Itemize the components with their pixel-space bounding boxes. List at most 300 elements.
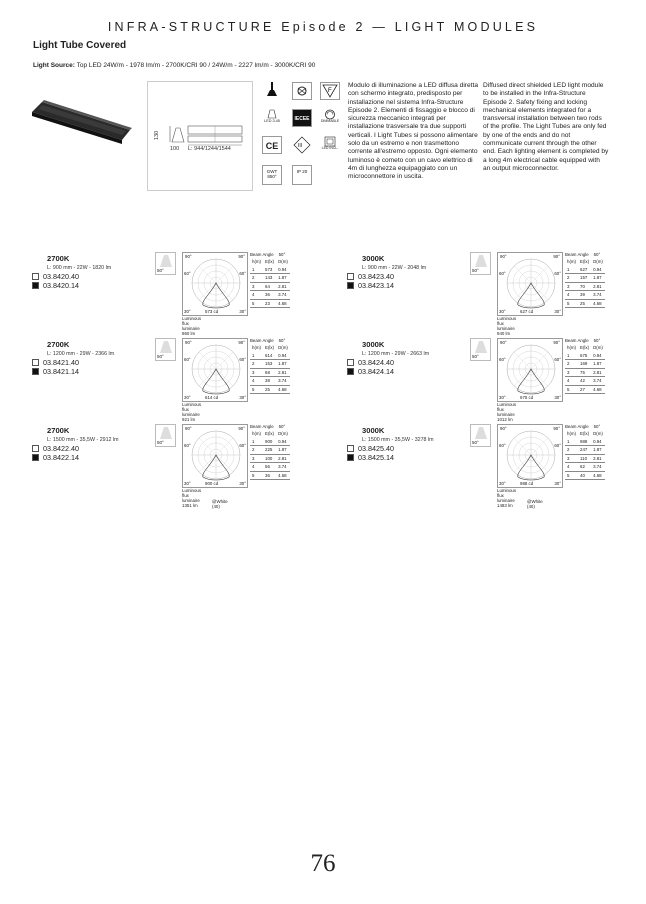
row-d: 3.74 — [591, 291, 605, 300]
luminous-flux-value: 1483 lm — [497, 503, 513, 508]
row-e: 988 — [578, 438, 591, 446]
row-e: 36 — [263, 291, 276, 300]
description-english: Diffused direct shielded LED light module to be installed in the Infra-Structure Episode 2. Safety fixing and locking mechanical elements integrated for a transversal installation between two rods of the profile. The Light Tubes are only fed by one of the ends and do not communicate current through the other end. Each lighting element is completed by a long 4m electrical cable equipped with an output microconnector. — [483, 82, 609, 172]
row-h: 2 — [250, 274, 263, 283]
polar-60-right: 60° — [554, 443, 561, 448]
class3-icon — [292, 136, 312, 154]
row-h: 2 — [565, 446, 578, 455]
white-note: @White (40) — [527, 499, 543, 509]
luminous-flux-label: Luminous flux luminaire — [182, 316, 202, 331]
photometric-row — [565, 299, 605, 308]
code-black: 03.8423.14 — [358, 281, 394, 290]
polar-30-right: 30° — [554, 309, 561, 314]
iecee-icon: IECEE — [292, 109, 312, 127]
luminous-flux-label: Luminous flux luminaire — [497, 488, 517, 503]
col-e: E(lx) — [580, 345, 590, 351]
row-e: 627 — [578, 266, 591, 274]
code-white: 03.8421.40 — [43, 358, 79, 367]
row-e: 62 — [578, 463, 591, 472]
row-e: 27 — [578, 385, 591, 394]
row-h: 1 — [250, 352, 263, 360]
polar-60-right: 60° — [239, 357, 246, 362]
row-h: 5 — [565, 385, 578, 394]
row-e: 25 — [578, 299, 591, 308]
beam-angle-caption: Beam Angle — [250, 338, 274, 343]
white-swatch — [32, 359, 39, 366]
row-e: 225 — [263, 446, 276, 455]
polar-60-left: 60° — [184, 357, 191, 362]
code-white: 03.8425.40 — [358, 444, 394, 453]
row-d: 3.74 — [276, 463, 290, 472]
f-mark-icon — [320, 82, 340, 100]
code-white: 03.8420.40 — [43, 272, 79, 281]
row-e: 42 — [578, 377, 591, 386]
col-e: E(lx) — [580, 259, 590, 265]
peak-candela: 988 cd — [520, 481, 534, 486]
row-d: 4.68 — [591, 299, 605, 308]
beam-angle-caption: Beam Angle — [565, 424, 589, 429]
row-h: 5 — [250, 385, 263, 394]
luminous-flux-label: Luminous flux luminaire — [497, 402, 517, 417]
row-d: 3.74 — [276, 291, 290, 300]
dimmable-icon — [320, 109, 340, 127]
row-e: 247 — [578, 446, 591, 455]
color-temperature: 3000K — [362, 254, 385, 263]
dim-lengths: L: 944/1244/1544 — [188, 146, 231, 152]
row-e: 157 — [578, 274, 591, 283]
photometric-row — [565, 463, 605, 472]
ce-icon: CE — [262, 136, 282, 154]
row-d: 4.68 — [276, 299, 290, 308]
row-e: 68 — [263, 368, 276, 377]
beam-angle-caption: Beam Angle — [565, 338, 589, 343]
polar-90-left: 90° — [185, 254, 192, 259]
code-black: 03.8424.14 — [358, 367, 394, 376]
black-swatch — [32, 368, 39, 375]
luminous-flux — [497, 316, 516, 336]
code-white: 03.8422.40 — [43, 444, 79, 453]
ip-rating-icon: IP 20 — [292, 165, 312, 185]
row-d: 1.87 — [276, 360, 290, 369]
row-h: 3 — [250, 454, 263, 463]
polar-chart — [183, 253, 249, 317]
table-header-row — [565, 430, 605, 438]
polar-diagram — [182, 338, 248, 402]
row-e: 36 — [263, 471, 276, 480]
luminous-flux — [497, 488, 516, 508]
product-image — [30, 100, 135, 145]
polar-chart — [498, 253, 564, 317]
polar-60-left: 60° — [184, 443, 191, 448]
peak-candela: 573 cd — [205, 309, 219, 314]
code-black: 03.8421.14 — [43, 367, 79, 376]
photometric-row — [250, 352, 290, 360]
row-h: 3 — [565, 368, 578, 377]
polar-chart — [498, 339, 564, 403]
luminous-flux-value: 940 lm — [497, 331, 511, 336]
variant-spec: L: 900 mm - 22W - 2048 lm — [362, 265, 427, 271]
beam-angle-label: 50° — [472, 440, 479, 445]
row-d: 2.81 — [276, 368, 290, 377]
peak-candela: 675 cd — [520, 395, 534, 400]
page-number: 76 — [310, 850, 336, 877]
photometric-table — [565, 424, 605, 480]
polar-60-right: 60° — [239, 443, 246, 448]
luminous-flux-label: Luminous flux luminaire — [182, 488, 202, 503]
luminous-flux-label: Luminous flux luminaire — [182, 402, 202, 417]
polar-90-left: 90° — [500, 340, 507, 345]
row-d: 3.74 — [591, 377, 605, 386]
polar-60-left: 60° — [184, 271, 191, 276]
photometric-row — [250, 471, 290, 480]
photometric-table — [250, 252, 290, 308]
polar-60-right: 60° — [554, 271, 561, 276]
beam-angle-header — [565, 424, 605, 429]
dimension-drawing — [147, 81, 253, 191]
beam-angle-value: 50° — [278, 338, 286, 343]
variant-spec: L: 1200 mm - 29W - 2366 lm — [47, 351, 115, 357]
beam-angle-label: 50° — [472, 268, 479, 273]
col-h: h(m) — [567, 259, 577, 265]
code-black: 03.8422.14 — [43, 453, 79, 462]
polar-chart — [183, 339, 249, 403]
col-d: D(m) — [593, 431, 603, 437]
row-e: 143 — [263, 274, 276, 283]
row-h: 4 — [565, 463, 578, 472]
beam-angle-header — [250, 424, 290, 429]
photometric-row — [250, 385, 290, 394]
polar-30-right: 30° — [239, 309, 246, 314]
row-d: 3.74 — [276, 377, 290, 386]
polar-30-right: 30° — [239, 395, 246, 400]
beam-angle-value: 50° — [593, 252, 601, 257]
row-d: 2.81 — [276, 454, 290, 463]
row-e: 614 — [263, 352, 276, 360]
beam-angle-icon — [470, 424, 491, 447]
col-e: E(lx) — [265, 259, 275, 265]
code-white-row — [347, 444, 394, 453]
luminous-flux-value: 921 lm — [182, 417, 196, 422]
row-d: 0.94 — [276, 352, 290, 360]
code-black: 03.8420.14 — [43, 281, 79, 290]
variant-spec: L: 1500 mm - 35,5W - 2912 lm — [47, 437, 119, 443]
description-italian: Modulo di illuminazione a LED diffusa diretta con schermo integrato, predisposto per installazione nel sistema Infra-Structure Episode 2. Elementi di fissaggio e blocco di sicurezza meccanico integrati per installazione trasversale tra due supporti verticali. I Light Tubes si possono alimentare solo da un estremo e non trasmettono corrente all'estremo opposto. Ogni elemento luminoso è cometo con un cavo elettrico di 4m di lunghezza equipaggiato con un microconnettore in uscita. — [348, 82, 478, 181]
photometric-table — [565, 338, 605, 394]
row-h: 1 — [250, 266, 263, 274]
photometric-row — [250, 446, 290, 455]
row-h: 4 — [565, 291, 578, 300]
row-h: 5 — [250, 471, 263, 480]
beam-angle-icon — [155, 338, 176, 361]
row-d: 2.81 — [591, 454, 605, 463]
row-h: 3 — [565, 454, 578, 463]
row-h: 5 — [565, 471, 578, 480]
black-swatch — [347, 454, 354, 461]
code-white-row — [32, 272, 79, 281]
luminous-flux-value: 1012 lm — [497, 417, 513, 422]
row-d: 0.94 — [591, 266, 605, 274]
polar-90-right: 90° — [238, 254, 245, 259]
row-e: 40 — [578, 471, 591, 480]
luminous-flux-value: 860 lm — [182, 331, 196, 336]
code-black-row — [32, 281, 79, 290]
polar-90-right: 90° — [553, 426, 560, 431]
col-h: h(m) — [252, 345, 262, 351]
table-header-row — [250, 344, 290, 352]
variant-spec: L: 1200 mm - 29W - 2663 lm — [362, 351, 430, 357]
code-black: 03.8425.14 — [358, 453, 394, 462]
row-d: 1.87 — [591, 446, 605, 455]
color-temperature: 2700K — [47, 340, 70, 349]
photometric-row — [250, 282, 290, 291]
beam-angle-caption: Beam Angle — [565, 252, 589, 257]
white-swatch — [347, 445, 354, 452]
black-swatch — [347, 282, 354, 289]
row-h: 1 — [250, 438, 263, 446]
luce-icon — [262, 109, 282, 127]
row-e: 169 — [578, 360, 591, 369]
beam-angle-header — [250, 338, 290, 343]
photometric-row — [565, 385, 605, 394]
black-swatch — [32, 282, 39, 289]
photometric-row — [250, 377, 290, 386]
beam-angle-header — [250, 252, 290, 257]
code-white: 03.8423.40 — [358, 272, 394, 281]
light-source-line — [33, 62, 315, 69]
polar-90-left: 90° — [185, 340, 192, 345]
row-h: 3 — [565, 282, 578, 291]
photometric-row — [565, 291, 605, 300]
row-d: 0.94 — [591, 352, 605, 360]
col-h: h(m) — [567, 431, 577, 437]
white-swatch — [32, 273, 39, 280]
code-black-row — [347, 367, 394, 376]
row-e: 56 — [263, 463, 276, 472]
polar-diagram — [497, 252, 563, 316]
photometric-table — [250, 338, 290, 394]
dimension-sketch — [148, 82, 254, 192]
row-h: 1 — [565, 266, 578, 274]
peak-candela: 627 cd — [520, 309, 534, 314]
row-d: 4.68 — [276, 385, 290, 394]
row-h: 5 — [250, 299, 263, 308]
polar-30-right: 30° — [554, 395, 561, 400]
col-d: D(m) — [278, 431, 288, 437]
polar-30-right: 30° — [239, 481, 246, 486]
row-e: 23 — [263, 299, 276, 308]
white-swatch — [347, 359, 354, 366]
beam-angle-caption: Beam Angle — [250, 252, 274, 257]
code-black-row — [347, 453, 394, 462]
dim-height: 130 — [154, 130, 160, 140]
beam-angle-header — [565, 252, 605, 257]
f-mark-text: F — [328, 88, 332, 94]
row-h: 4 — [250, 463, 263, 472]
black-swatch — [32, 454, 39, 461]
row-d: 3.74 — [591, 463, 605, 472]
photometric-row — [565, 446, 605, 455]
code-black-row — [347, 281, 394, 290]
row-e: 153 — [263, 360, 276, 369]
polar-chart — [498, 425, 564, 489]
photometric-row — [565, 266, 605, 274]
row-d: 1.87 — [591, 360, 605, 369]
col-h: h(m) — [252, 431, 262, 437]
photometric-table — [565, 252, 605, 308]
beam-angle-label: 50° — [157, 354, 164, 359]
photometric-row — [250, 438, 290, 446]
led-included-text: LED INCL. — [321, 146, 339, 150]
white-swatch — [347, 273, 354, 280]
photometric-row — [565, 377, 605, 386]
row-e: 75 — [578, 368, 591, 377]
photometric-row — [250, 266, 290, 274]
beam-angle-label: 50° — [472, 354, 479, 359]
polar-90-left: 90° — [185, 426, 192, 431]
col-e: E(lx) — [580, 431, 590, 437]
row-d: 1.87 — [276, 446, 290, 455]
beam-angle-value: 50° — [593, 424, 601, 429]
col-d: D(m) — [278, 259, 288, 265]
row-d: 0.94 — [276, 266, 290, 274]
polar-60-left: 60° — [499, 357, 506, 362]
row-h: 1 — [565, 438, 578, 446]
photometric-row — [250, 360, 290, 369]
col-d: D(m) — [593, 259, 603, 265]
product-subtitle: Light Tube Covered — [33, 40, 127, 51]
dim-width: 100 — [170, 146, 180, 152]
page-title: INFRA-STRUCTURE Episode 2 — LIGHT MODULES — [107, 20, 539, 34]
row-h: 1 — [565, 352, 578, 360]
row-h: 2 — [565, 360, 578, 369]
photometric-row — [565, 274, 605, 283]
polar-30-left: 30° — [499, 395, 506, 400]
row-d: 4.68 — [276, 471, 290, 480]
polar-30-left: 30° — [184, 481, 191, 486]
beam-angle-icon — [155, 252, 176, 275]
polar-90-right: 90° — [553, 340, 560, 345]
photometric-row — [565, 368, 605, 377]
row-e: 39 — [578, 291, 591, 300]
table-header-row — [565, 258, 605, 266]
code-black-row — [32, 453, 79, 462]
color-temperature: 2700K — [47, 254, 70, 263]
row-e: 64 — [263, 282, 276, 291]
row-d: 1.87 — [591, 274, 605, 283]
beam-angle-value: 50° — [593, 338, 601, 343]
col-d: D(m) — [593, 345, 603, 351]
row-h: 2 — [565, 274, 578, 283]
code-white-row — [347, 358, 394, 367]
row-e: 70 — [578, 282, 591, 291]
luminous-flux-value: 1351 lm — [182, 503, 198, 508]
polar-60-right: 60° — [239, 271, 246, 276]
photometric-row — [565, 471, 605, 480]
row-d: 2.81 — [276, 282, 290, 291]
beam-angle-header — [565, 338, 605, 343]
row-h: 5 — [565, 299, 578, 308]
row-h: 3 — [250, 282, 263, 291]
beam-angle-label: 50° — [157, 440, 164, 445]
row-d: 4.68 — [591, 471, 605, 480]
led-included-icon — [320, 136, 340, 154]
photometric-table — [250, 424, 290, 480]
photometric-row — [250, 274, 290, 283]
dimmable-text: DIMMABLE — [320, 119, 340, 123]
photometric-row — [250, 454, 290, 463]
row-h: 2 — [250, 360, 263, 369]
table-header-row — [250, 258, 290, 266]
light-source-label: Light Source: — [33, 62, 75, 69]
polar-90-right: 90° — [238, 340, 245, 345]
polar-90-left: 90° — [500, 426, 507, 431]
code-white-row — [32, 444, 79, 453]
row-d: 0.94 — [276, 438, 290, 446]
variant-spec: L: 900 mm - 22W - 1820 lm — [47, 265, 112, 271]
row-d: 2.81 — [591, 282, 605, 291]
beam-angle-icon — [155, 424, 176, 447]
row-h: 4 — [565, 377, 578, 386]
class3-text: III — [298, 143, 303, 149]
table-header-row — [250, 430, 290, 438]
lamp-icon — [262, 82, 282, 100]
white-note: @White (40) — [212, 499, 228, 509]
beam-angle-icon — [470, 338, 491, 361]
col-h: h(m) — [252, 259, 262, 265]
photometric-row — [565, 352, 605, 360]
polar-30-left: 30° — [184, 309, 191, 314]
photometric-row — [565, 282, 605, 291]
beam-angle-label: 50° — [157, 268, 164, 273]
row-e: 900 — [263, 438, 276, 446]
polar-30-left: 30° — [499, 481, 506, 486]
row-h: 4 — [250, 291, 263, 300]
row-e: 25 — [263, 385, 276, 394]
polar-30-right: 30° — [554, 481, 561, 486]
code-white-row — [347, 272, 394, 281]
polar-90-right: 90° — [238, 426, 245, 431]
polar-90-left: 90° — [500, 254, 507, 259]
row-h: 3 — [250, 368, 263, 377]
table-header-row — [565, 344, 605, 352]
photometric-row — [565, 438, 605, 446]
code-black-row — [32, 367, 79, 376]
polar-diagram — [182, 252, 248, 316]
polar-60-left: 60° — [499, 443, 506, 448]
beam-angle-value: 50° — [278, 252, 286, 257]
row-e: 110 — [578, 454, 591, 463]
row-h: 2 — [250, 446, 263, 455]
row-e: 573 — [263, 266, 276, 274]
photometric-row — [250, 368, 290, 377]
beam-angle-icon — [470, 252, 491, 275]
photometric-row — [250, 463, 290, 472]
photometric-row — [565, 454, 605, 463]
beam-angle-value: 50° — [278, 424, 286, 429]
polar-chart — [183, 425, 249, 489]
luminous-flux — [182, 488, 201, 508]
col-e: E(lx) — [265, 431, 275, 437]
polar-30-left: 30° — [499, 309, 506, 314]
dimmer-icon — [292, 82, 312, 100]
col-h: h(m) — [567, 345, 577, 351]
white-swatch — [32, 445, 39, 452]
polar-diagram — [182, 424, 248, 488]
photometric-row — [250, 299, 290, 308]
row-d: 2.81 — [591, 368, 605, 377]
peak-candela: 614 cd — [205, 395, 219, 400]
color-temperature: 2700K — [47, 426, 70, 435]
